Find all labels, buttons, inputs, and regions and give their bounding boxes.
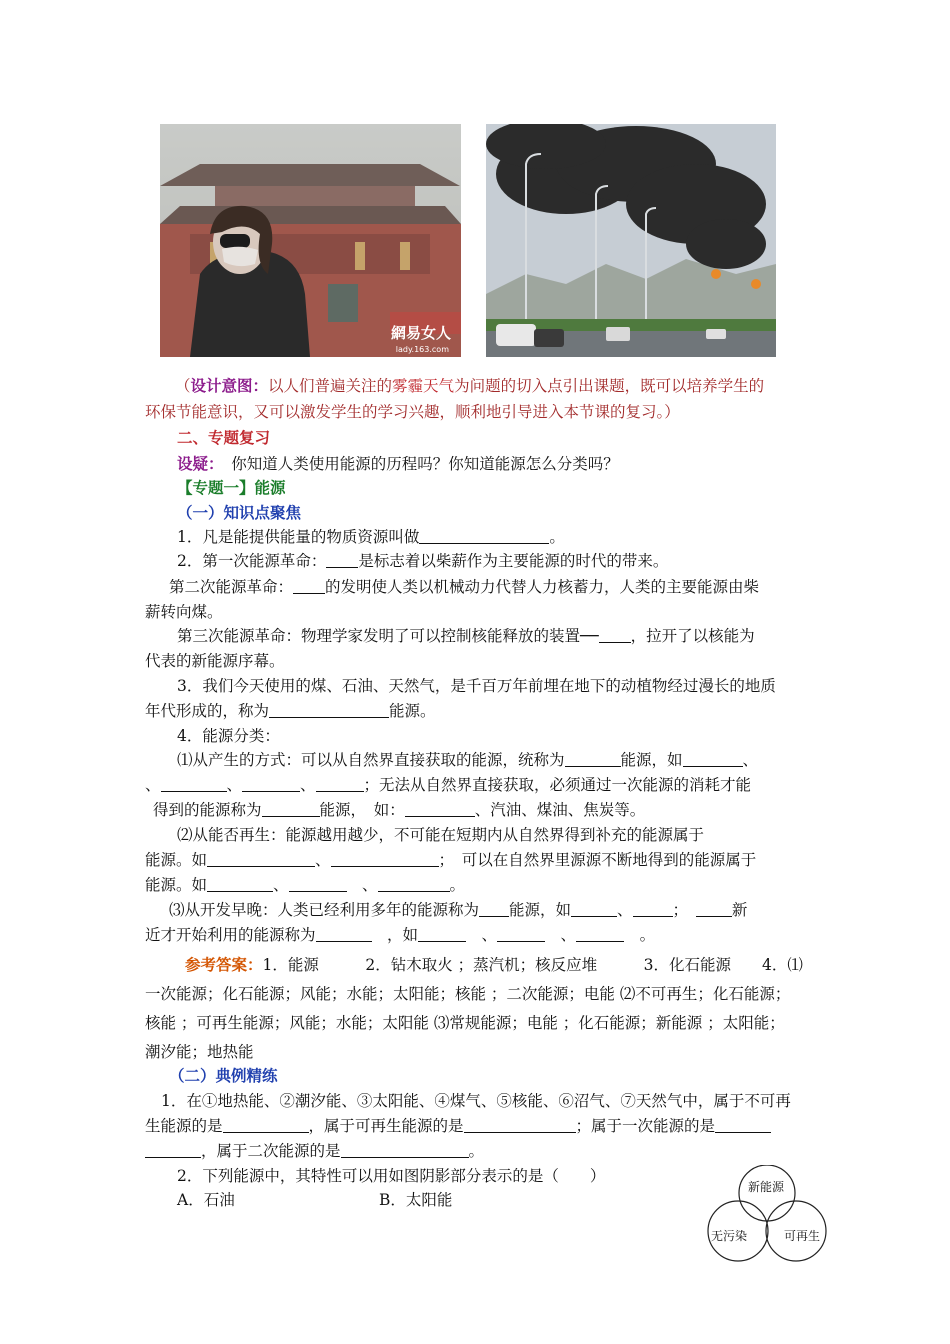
watermark: 網易女人 [390, 324, 451, 342]
q3-blank[interactable] [269, 702, 389, 718]
ex2-option-b[interactable]: B．太阳能 [379, 1191, 453, 1209]
q4-p3-text-g: ，如 [371, 926, 419, 944]
q4-p2-line3 [145, 873, 465, 897]
ex1-blank1[interactable] [223, 1117, 309, 1133]
venn-label-right: 可再生 [784, 1229, 821, 1243]
design-intent-highlight: 雾霾天气 [392, 377, 455, 395]
answer-line3: 核能 ；可再生能源；风能；水能；太阳能 ⑶常规能源；电能 ；化石能源；新能源 ；太阳能； [145, 1014, 785, 1032]
smog-tiananmen-photo [160, 124, 461, 357]
q4-p3-line2 [145, 923, 655, 947]
q4-p2-text-d: 能源。如 [145, 876, 208, 894]
q2c-text2: ，拉开了以核能为 [630, 627, 755, 645]
q2b-text1: 第二次能源革命： [169, 578, 294, 596]
q4-p1-text-a: ⑴从产生的方式：可以从自然界直接获取的能源，统称为 [177, 751, 565, 769]
q4-p3-text-j: 。 [624, 926, 656, 944]
q2c-line1 [177, 624, 755, 648]
design-intent-open: （ [175, 377, 191, 395]
design-intent-line2: 环保节能意识，又可以激发学生的学习兴趣，顺利地引导进入本节课的复习。） [145, 403, 680, 421]
design-intent-text2: 为问题的切入点引出课题，既可以培养学生的 [454, 377, 765, 395]
question-label: 设疑： [177, 454, 216, 473]
answer-line1 [185, 953, 803, 977]
design-intent-label: 设计意图： [190, 376, 269, 395]
answer-line4: 潮汐能；地热能 [145, 1043, 254, 1061]
q2a-text1: 2．第一次能源革命： [177, 552, 327, 570]
q4-p3-text-b: 能源，如 [509, 901, 572, 919]
q2b-line2: 薪转向煤。 [145, 603, 223, 621]
ex1-text-c: ；属于一次能源的是 [575, 1117, 716, 1135]
q1-text: 1．凡是能提供能量的物质资源叫做 [177, 528, 420, 546]
q4-p1-blank1[interactable] [565, 751, 621, 767]
q4-p1-blank4[interactable] [242, 776, 300, 792]
q2b-line1 [169, 575, 759, 599]
answer-line2: 一次能源；化石能源；风能；水能；太阳能；核能 ；二次能源；电能 ⑵不可再生；化石能源； [145, 985, 791, 1003]
ex1-line1: 1．在①地热能、②潮汐能、③太阳能、④煤气、⑤核能、⑥沼气、⑦天然气中，属于不可再 [161, 1092, 791, 1110]
ex2-option-a[interactable]: A．石油 [177, 1191, 235, 1209]
q3-text-a: 年代形成的，称为 [145, 702, 270, 720]
q4-title: 4．能源分类： [177, 727, 280, 745]
q2b-blank[interactable] [293, 578, 325, 594]
q1-end: 。 [549, 528, 565, 546]
q4-p1-text-g: ；无法从自然界直接获取，必须通过一次能源的消耗才能 [363, 776, 752, 794]
design-intent-line1 [175, 374, 764, 398]
section-title: 二、专题复习 [177, 428, 271, 447]
ex1-blank5[interactable] [341, 1142, 469, 1158]
q2c-text1: 第三次能源革命：物理学家发明了可以控制核能释放的装置── [177, 627, 599, 645]
part1-title: （一）知识点聚焦 [177, 503, 302, 522]
q4-p3-blank7[interactable] [497, 926, 545, 942]
q1-blank[interactable] [419, 528, 549, 544]
ex1-blank3[interactable] [715, 1117, 771, 1133]
q4-p2-blank2[interactable] [331, 851, 439, 867]
q4-p1-blank7[interactable] [405, 801, 475, 817]
q4-p3-line1 [169, 898, 747, 922]
q4-p2-blank5[interactable] [378, 876, 450, 892]
design-intent-text1: 以人们普遍关注的 [268, 377, 393, 395]
ex1-line3 [145, 1139, 484, 1163]
q4-p3-text-e: 新 [731, 901, 748, 919]
q2a-text2: 是标志着以柴薪作为主要能源的时代的带来。 [358, 552, 669, 570]
q4-p1-line2 [145, 773, 751, 797]
q2c-line2: 代表的新能源序幕。 [145, 652, 285, 670]
q4-p2-text-a: 能源。如 [145, 851, 208, 869]
q4-p2-blank1[interactable] [207, 851, 315, 867]
q4-p2-text-b: 、 [315, 851, 331, 869]
q4-p3-blank6[interactable] [418, 926, 466, 942]
ex1-blank2[interactable] [464, 1117, 576, 1133]
question-text: 你知道人类使用能源的历程吗？你知道能源怎么分类吗？ [231, 455, 619, 473]
question-line [177, 452, 619, 476]
q4-p3-text-d: ； [672, 901, 681, 919]
watermark-url: lady.163.com [395, 345, 449, 354]
q4-p1-line3 [153, 798, 645, 822]
topic-title: 【专题一】能源 [177, 478, 286, 497]
q4-p1-text-j: 、汽油、煤油、焦炭等。 [474, 801, 646, 819]
q4-p3-text-c: 、 [617, 901, 633, 919]
venn-label-left: 无污染 [711, 1229, 748, 1243]
q2a-line [177, 549, 668, 573]
q4-p2-text-f: 、 [346, 876, 378, 894]
q4-p3-text-f: 近才开始利用的能源称为 [145, 926, 316, 944]
q3-line1: 3．我们今天使用的煤、石油、天然气，是千百万年前埋在地下的动植物经过漫长的地质 [177, 677, 776, 695]
q1-line [177, 525, 565, 549]
ex1-text-b: ，属于可再生能源的是 [308, 1117, 464, 1135]
q4-p1-blank6[interactable] [262, 801, 320, 817]
q4-p1-text-b: 能源，如 [620, 751, 683, 769]
q4-p1-blank5[interactable] [316, 776, 364, 792]
q4-p2-text-e: 、 [273, 876, 289, 894]
ex1-line2 [145, 1114, 771, 1138]
q4-p2-text-g: 。 [449, 876, 466, 894]
industrial-smoke-photo [486, 124, 776, 357]
ex1-text-e: 。 [468, 1142, 485, 1160]
q4-p1-text-d: 、 [145, 776, 161, 794]
q4-p1-text-i: 能源， 如： [319, 801, 405, 819]
q4-p3-text-h: 、 [466, 926, 498, 944]
q3-line2 [145, 699, 436, 723]
q3-text-b: 能源。 [389, 702, 436, 720]
q2c-blank[interactable] [599, 627, 631, 643]
q4-p3-blank5[interactable] [316, 926, 372, 942]
q4-p3-blank1[interactable] [479, 901, 509, 917]
venn-diagram [700, 1165, 835, 1270]
q4-p1-blank2[interactable] [683, 751, 743, 767]
q4-p2-text-c: ； 可以在自然界里源源不断地得到的能源属于 [438, 851, 757, 869]
ex2-question: 2．下列能源中，其特性可以用如图阴影部分表示的是（ ） [177, 1167, 606, 1185]
ex1-text-d: ，属于二次能源的是 [201, 1142, 341, 1160]
q4-p2-line2 [145, 848, 756, 872]
q4-p1-text-c: 、 [742, 751, 759, 769]
q2b-text2: 的发明使人类以机械动力代替人力核蓄力，人类的主要能源由柴 [325, 578, 760, 596]
answer-text1: 1．能源 2．钻木取火 ；蒸汽机；核反应堆 3．化石能源 4．⑴ [262, 956, 803, 974]
q4-p1-text-f: 、 [300, 776, 316, 794]
q4-p2-blank3[interactable] [207, 876, 273, 892]
q4-p1-line1 [177, 748, 758, 772]
q4-p3-blank8[interactable] [576, 926, 624, 942]
q4-p3-blank2[interactable] [571, 901, 617, 917]
q4-p3-blank4[interactable] [696, 901, 732, 917]
q4-p2-blank4[interactable] [289, 876, 347, 892]
part2-title: （二）典例精练 [169, 1066, 278, 1085]
q4-p1-text-e: 、 [226, 776, 243, 794]
q4-p3-text-a: ⑶从开发早晚：人类已经利用多年的能源称为 [169, 901, 480, 919]
q4-p2-line1: ⑵从能否再生：能源越用越少，不可能在短期内从自然界得到补充的能源属于 [177, 826, 705, 844]
q2a-blank[interactable] [326, 552, 358, 568]
q4-p1-blank3[interactable] [161, 776, 227, 792]
ex1-text-a: 生能源的是 [145, 1117, 223, 1135]
ex1-blank4[interactable] [145, 1142, 201, 1158]
venn-label-top: 新能源 [748, 1180, 785, 1194]
q4-p3-blank3[interactable] [633, 901, 673, 917]
answer-label: 参考答案： [185, 955, 263, 974]
q4-p3-text-i: 、 [545, 926, 577, 944]
q4-p1-text-h: 得到的能源称为 [153, 801, 262, 819]
